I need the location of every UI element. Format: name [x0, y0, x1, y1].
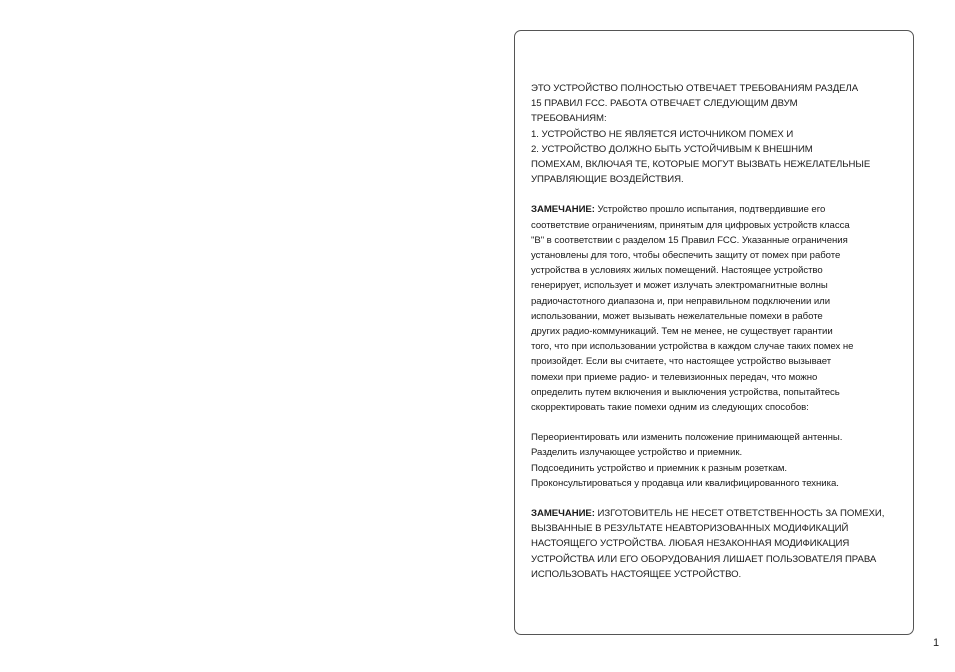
- text-line: скорректировать такие помехи одним из следующих способов:: [531, 402, 809, 414]
- text-line: [531, 506, 909, 521]
- corrective-measures-list: [531, 430, 909, 491]
- text-line: 15 ПРАВИЛ FCC. РАБОТА ОТВЕЧАЕТ СЛЕДУЮЩИМ ДВУМ: [531, 98, 798, 110]
- text-line: других радио-коммуникаций. Тем не менее, не существует гарантии: [531, 326, 833, 338]
- text-line: УСТРОЙСТВА ИЛИ ЕГО ОБОРУДОВАНИЯ ЛИШАЕТ ПОЛЬЗОВАТЕЛЯ ПРАВА: [531, 553, 877, 565]
- list-item: Разделить излучающее устройство и приемник.: [531, 447, 743, 459]
- text-line: [531, 202, 909, 217]
- text-line: "B" в соответствии с разделом 15 Правил FCC. Указанные ограничения: [531, 234, 848, 246]
- text-line: радиочастотного диапазона и, при неправильном подключении или: [531, 295, 831, 307]
- text-line: помехи при приеме радио- и телевизионных передач, что можно: [531, 371, 818, 383]
- text-line: ИСПОЛЬЗОВАТЬ НАСТОЯЩЕЕ УСТРОЙСТВО.: [531, 568, 742, 580]
- note-label: ЗАМЕЧАНИЕ:: [531, 508, 595, 520]
- text-line: произойдет. Если вы считаете, что настоящее устройство вызывает: [531, 356, 832, 368]
- text-line: использовании, может вызывать нежелательные помехи в работе: [531, 310, 823, 322]
- fcc-compliance-statement: [531, 81, 909, 187]
- note-text: ИЗГОТОВИТЕЛЬ НЕ НЕСЕТ ОТВЕТСТВЕННОСТЬ ЗА ПОМЕХИ,: [594, 508, 885, 520]
- text-line: того, что при использовании устройства в каждом случае таких помех не: [531, 341, 854, 353]
- text-line: определить путем включения и выключения устройства, попытайтесь: [531, 386, 840, 398]
- text-line: 2. УСТРОЙСТВО ДОЛЖНО БЫТЬ УСТОЙЧИВЫМ К ВНЕШНИМ: [531, 143, 813, 155]
- text-line: ЭТО УСТРОЙСТВО ПОЛНОСТЬЮ ОТВЕЧАЕТ ТРЕБОВАНИЯМ РАЗДЕЛА: [531, 83, 859, 94]
- modification-note: [531, 506, 909, 582]
- paragraph-gap: [531, 187, 909, 202]
- interference-note: [531, 202, 909, 415]
- list-item: Подсоединить устройство и приемник к разным розеткам.: [531, 462, 788, 474]
- text-line: ТРЕБОВАНИЯМ:: [531, 113, 607, 125]
- note-label: ЗАМЕЧАНИЕ:: [531, 204, 595, 216]
- text-line: УПРАВЛЯЮЩИЕ ВОЗДЕЙСТВИЯ.: [531, 174, 684, 186]
- text-line: генерирует, использует и может излучать электромагнитные волны: [531, 280, 828, 292]
- text-line: ВЫЗВАННЫЕ В РЕЗУЛЬТАТЕ НЕАВТОРИЗОВАННЫХ МОДИФИКАЦИЙ: [531, 523, 849, 535]
- text-line: ПОМЕХАМ, ВКЛЮЧАЯ ТЕ, КОТОРЫЕ МОГУТ ВЫЗВАТЬ НЕЖЕЛАТЕЛЬНЫЕ: [531, 159, 871, 171]
- list-item: Проконсультироваться у продавца или квалифицированного техника.: [531, 477, 839, 489]
- paragraph-gap: [531, 415, 909, 430]
- text-line: устройства в условиях жилых помещений. Настоящее устройство: [531, 265, 823, 277]
- text-line: установлены для того, чтобы обеспечить защиту от помех при работе: [531, 250, 841, 262]
- paragraph-gap: [531, 491, 909, 506]
- text-line: соответствие ограничениям, принятым для цифровых устройств класса: [531, 219, 850, 231]
- list-item: Переориентировать или изменить положение принимающей антенны.: [531, 432, 843, 444]
- note-text: Устройство прошло испытания, подтвердившие его: [594, 204, 826, 216]
- page-number: 1: [933, 637, 940, 649]
- text-line: НАСТОЯЩЕГО УСТРОЙСТВА. ЛЮБАЯ НЕЗАКОННАЯ МОДИФИКАЦИЯ: [531, 538, 850, 550]
- text-line: 1. УСТРОЙСТВО НЕ ЯВЛЯЕТСЯ ИСТОЧНИКОМ ПОМЕХ И: [531, 128, 794, 140]
- document-body: [531, 81, 909, 582]
